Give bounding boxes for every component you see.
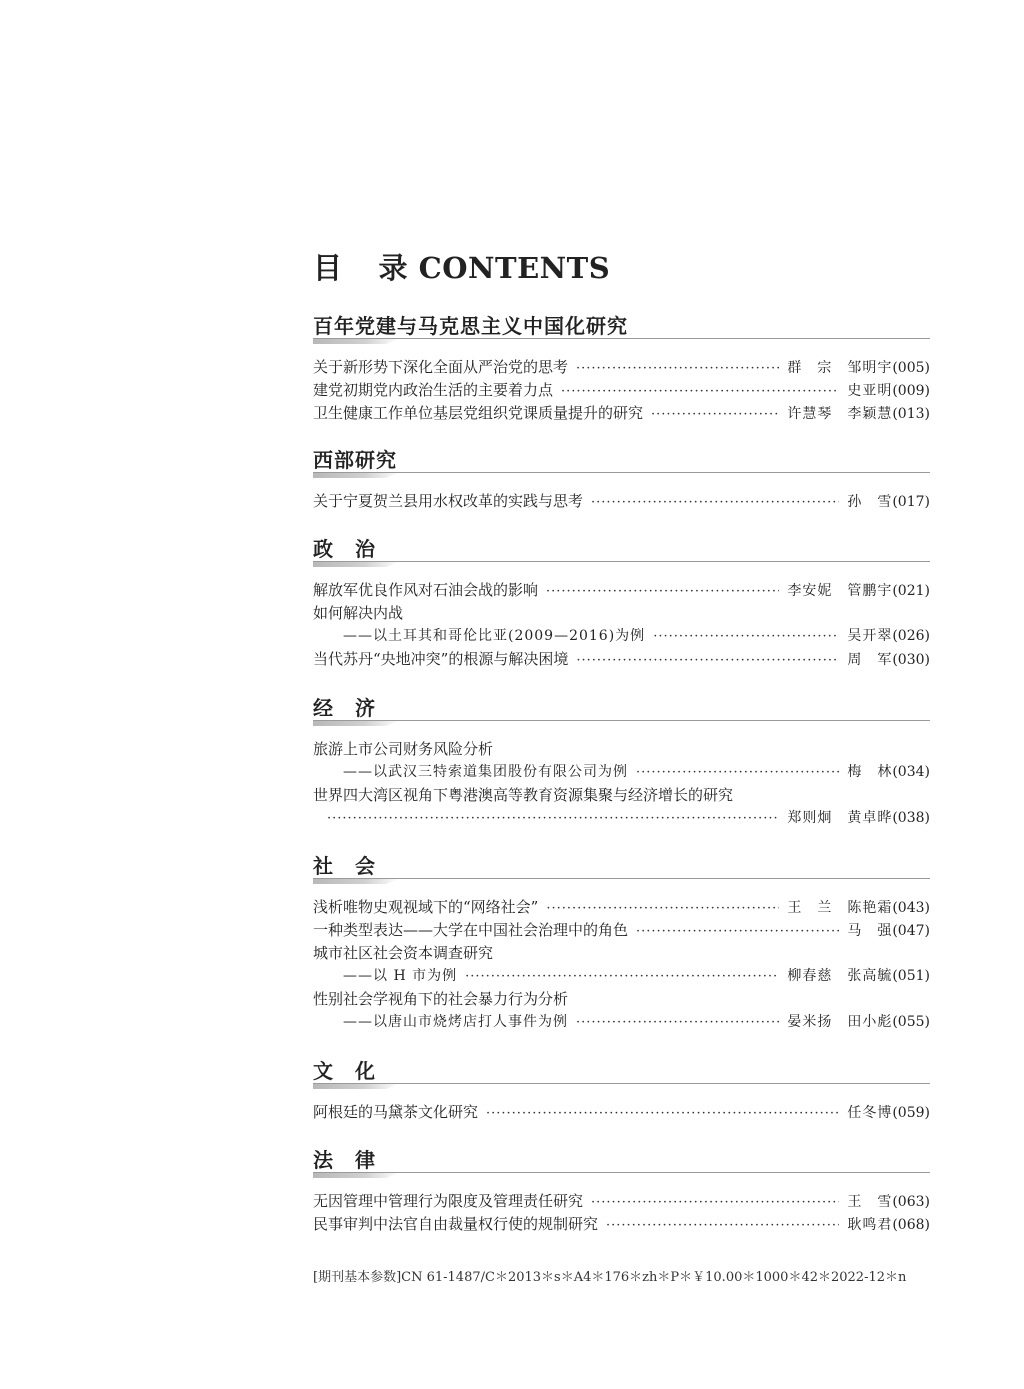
title-cn-2: 录 [378, 251, 409, 285]
page-title [313, 246, 610, 287]
section-culture [313, 1055, 930, 1124]
section-politics [313, 533, 930, 671]
entry-title: 关于新形势下深化全面从严治党的思考 [313, 358, 569, 376]
toc-entry[interactable] [313, 379, 930, 402]
entry-page: (009) [892, 383, 930, 399]
entry-authors: 史亚明 [847, 383, 893, 399]
toc-entry-subtitle[interactable] [313, 965, 930, 988]
entry-page: (026) [892, 628, 930, 644]
entry-title: 阿根廷的马黛茶文化研究 [313, 1103, 479, 1121]
entry-subtitle: ——以土耳其和哥伦比亚(2009—2016)为例 [343, 628, 646, 644]
entry-title: 解放军优良作风对石油会战的影响 [313, 581, 539, 599]
entry-subtitle: ——以唐山市烧烤店打人事件为例 [343, 1014, 568, 1030]
toc-entry[interactable] [313, 988, 930, 1011]
section-heading: 文 化 [313, 1059, 376, 1083]
entry-page: (059) [892, 1105, 930, 1121]
toc-entry[interactable] [313, 1213, 930, 1236]
toc-entry[interactable] [313, 490, 930, 513]
section-heading: 社 会 [313, 854, 376, 878]
entry-page: (068) [892, 1217, 930, 1233]
entry-title: 当代苏丹“央地冲突”的根源与解决困境 [313, 650, 569, 668]
toc-entry-subtitle[interactable] [313, 1011, 930, 1034]
entry-title: 世界四大湾区视角下粤港澳高等教育资源集聚与经济增长的研究 [313, 786, 734, 804]
title-en: CONTENTS [418, 251, 611, 285]
entry-authors: 吴开翠 [847, 628, 893, 644]
entry-title: 性别社会学视角下的社会暴力行为分析 [313, 990, 569, 1008]
entry-page: (055) [892, 1014, 930, 1030]
toc-entry[interactable] [313, 896, 930, 919]
entry-page: (005) [892, 360, 930, 376]
entry-authors: 马 强 [847, 923, 893, 939]
toc-entry[interactable] [313, 648, 930, 671]
journal-parameters: [期刊基本参数]CN 61-1487/C＊2013＊s＊A4＊176＊zh＊P＊￥10.00＊1000＊42＊2022-12＊n [313, 1270, 907, 1285]
toc-entry[interactable] [313, 919, 930, 942]
entry-page: (038) [892, 810, 930, 826]
entry-subtitle: ——以 H 市为例 [343, 968, 458, 984]
entry-authors: 周 军 [847, 652, 893, 668]
entry-title: 卫生健康工作单位基层党组织党课质量提升的研究 [313, 404, 644, 422]
entry-page: (021) [892, 583, 930, 599]
entry-title: 一种类型表达——大学在中国社会治理中的角色 [313, 921, 629, 939]
entry-page: (043) [892, 900, 930, 916]
section-law [313, 1144, 930, 1236]
entry-title: 民事审判中法官自由裁量权行使的规制研究 [313, 1215, 599, 1233]
entry-subtitle: ——以武汉三特索道集团股份有限公司为例 [343, 764, 628, 780]
section-heading: 经 济 [313, 696, 376, 720]
entry-page: (063) [892, 1194, 930, 1210]
toc-entry[interactable] [313, 402, 930, 425]
section-western-studies [313, 444, 930, 513]
entry-page: (034) [892, 764, 930, 780]
entry-authors: 柳春慈 张高毓 [787, 968, 893, 984]
section-party-building [313, 310, 930, 425]
entry-title: 旅游上市公司财务风险分析 [313, 740, 494, 758]
entry-title: 关于宁夏贺兰县用水权改革的实践与思考 [313, 492, 584, 510]
entry-authors: 王 雪 [847, 1194, 893, 1210]
section-heading: 政 治 [313, 537, 376, 561]
section-heading: 百年党建与马克思主义中国化研究 [313, 314, 628, 338]
entry-title: 浅析唯物史观视域下的“网络社会” [313, 898, 539, 916]
toc-entry[interactable] [313, 784, 930, 807]
section-economy [313, 692, 930, 830]
toc-entry[interactable] [313, 1190, 930, 1213]
entry-page: (017) [892, 494, 930, 510]
entry-authors: 王 兰 陈艳霜 [787, 900, 893, 916]
toc-entry-subtitle[interactable] [313, 625, 930, 648]
toc-entry[interactable] [313, 738, 930, 761]
entry-title: 建党初期党内政治生活的主要着力点 [313, 381, 554, 399]
toc-entry[interactable] [313, 602, 930, 625]
title-cn-1: 目 [313, 251, 343, 285]
toc-entry[interactable] [313, 942, 930, 965]
entry-page: (047) [892, 923, 930, 939]
entry-authors: 梅 林 [847, 764, 893, 780]
entry-authors: 任冬博 [847, 1105, 893, 1121]
toc-entry-subtitle[interactable] [313, 761, 930, 784]
entry-authors: 群 宗 邹明宇 [787, 360, 893, 376]
entry-title: 无因管理中管理行为限度及管理责任研究 [313, 1192, 584, 1210]
entry-authors: 晏米扬 田小彪 [787, 1014, 893, 1030]
section-heading: 西部研究 [313, 448, 397, 472]
entry-authors: 李安妮 管鹏宇 [787, 583, 893, 599]
entry-title: 如何解决内战 [313, 604, 404, 622]
entry-page: (013) [892, 406, 930, 422]
toc-entry-continuation[interactable] [313, 807, 930, 830]
toc-entry[interactable] [313, 579, 930, 602]
section-heading: 法 律 [313, 1148, 376, 1172]
entry-page: (030) [892, 652, 930, 668]
toc-entry[interactable] [313, 1101, 930, 1124]
entry-title: 城市社区社会资本调查研究 [313, 944, 494, 962]
entry-page: (051) [892, 968, 930, 984]
entry-authors: 孙 雪 [847, 494, 893, 510]
entry-authors: 许慧琴 李颖慧 [787, 406, 893, 422]
entry-authors: 耿鸣君 [847, 1217, 893, 1233]
toc-entry[interactable] [313, 356, 930, 379]
entry-authors: 郑则炯 黄卓晔 [787, 810, 893, 826]
section-society [313, 850, 930, 1034]
